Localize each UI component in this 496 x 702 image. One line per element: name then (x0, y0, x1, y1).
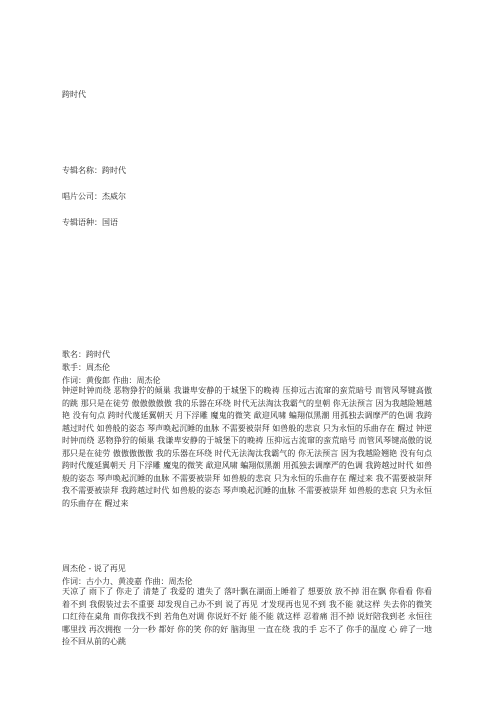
song1-name: 歌名：跨时代 (62, 350, 110, 359)
song2-lyrics: 天凉了 雨下了 你走了 清楚了 我爱的 遗失了 落叶飘在湖面上睡着了 想要放 放不掉 泪在飘 你看看 你看着不到 我假装过去不重要 却发现自己办不到 说了再见 才发现再也见不到 我不能 就这样 失去你的微笑 口红待在桌角 而你我找不到 若角色对调 你说好不好 能不能 就这样 忍着痛 泪不掉 说好陪我到老 永恒往哪里找 再次拥抱 一分一秒 都好 你的笑 你的好 脑海里 一直在绕 我的手 忘不了 你手的温度 心 碎了一地 捡不回从前的心跳 (62, 587, 432, 646)
album-name: 专辑名称：跨时代 (62, 166, 126, 175)
song1-singer: 歌手：周杰伦 (62, 363, 110, 372)
song1-lyrics: 钟逆时钟而绕 恶物狰狞的倾巢 我谦卑安静的于城堡下的晚祷 压抑远古流窜的蛮荒暗号 而管风琴键高傲的跳 那只是在徒劳 傲傲傲傲傲 我的乐器在环绕 时代无法淘汰我霸气的皇朝 你无法预言 因为我越险翘越艳 没有句点 跨时代蔑延翼朝天 月下浮雕 魔鬼的微笑 歃迎风啸 蝙翔似黑潮 用孤独去调摩严的色调 我跨越过时代 如兽般的姿态 琴声唤起沉睡的血脉 不需要被崇拜 如兽般的悲哀 只为永恒的乐曲存在 醒过 钟逆时钟而绕 恶物狰狞的倾巢 我谦卑安静的于城堡下的晚祷 压抑远古流窜的蛮荒暗号 而管风琴键高傲的说 那只是在徒劳 傲傲傲傲傲 我的乐器在环绕 时代无法淘汰我霸气的 你无法预言 因为我越险翘艳 没有句点 跨时代蔑延翼朝天 月下浮雕 魔鬼的微笑 歃迎风啸 蝙翔似黑潮 用孤独去调摩严的色调 我跨越过时代 如兽般的姿态 琴声唤起沉睡的血脉 不需要被崇拜 如兽般的悲哀 只为永恒的乐曲存在 醒过来 我不需要被崇拜 我不需要被崇拜 我跨越过时代 如兽般的姿态 琴声唤起沉睡的血脉 不需要被崇拜 如兽般的悲哀 只为永恒的乐曲存在 醒过来 (62, 386, 432, 508)
record-company: 唱片公司：杰威尔 (62, 192, 126, 201)
document-title: 跨时代 (62, 90, 86, 99)
song1-credits: 作词：黄俊郎 作曲：周杰伦 (62, 376, 161, 385)
song2-heading: 周杰伦 - 说了再见 (62, 564, 126, 573)
song2-credits: 作词：古小力、黄凌嘉 作曲：周杰伦 (62, 577, 193, 586)
album-language: 专辑语种：国语 (62, 218, 118, 227)
